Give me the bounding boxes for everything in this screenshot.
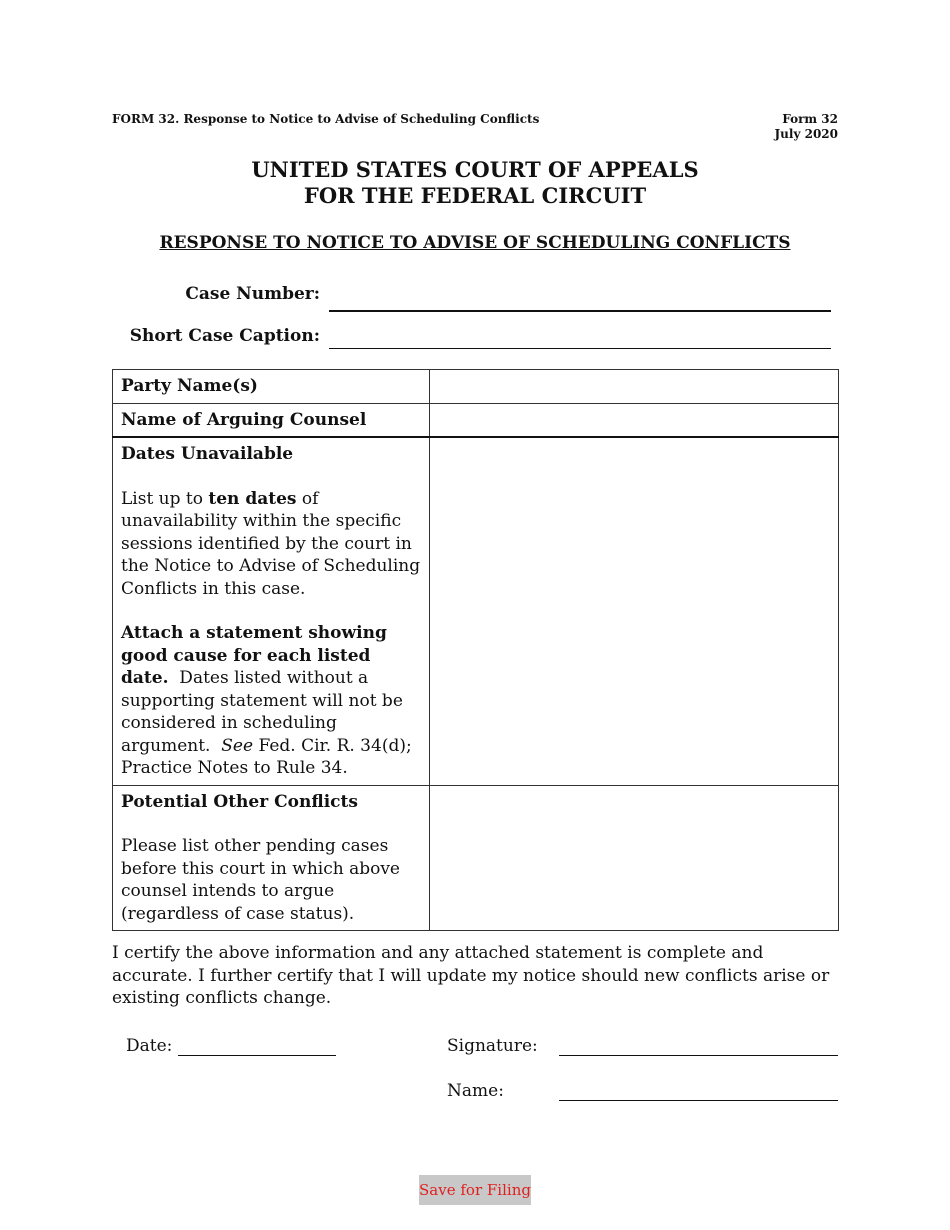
form-header-id	[774, 112, 838, 142]
see-signal: See	[221, 735, 254, 756]
form-title: RESPONSE TO NOTICE TO ADVISE OF SCHEDULING CONFLICTS	[159, 233, 791, 253]
instr-text: List up to	[121, 488, 209, 509]
party-names-label: Party Name(s)	[113, 370, 430, 404]
case-number-label: Case Number:	[185, 284, 320, 304]
other-conflicts-cell	[113, 785, 430, 931]
name-label: Name:	[447, 1081, 504, 1101]
dates-unavailable-cell	[113, 437, 430, 785]
other-conflicts-instructions: Please list other pending cases before this court in which above counsel intends to argue (regardless of case status).	[121, 836, 400, 924]
signature-field[interactable]	[559, 1036, 838, 1056]
dates-unavailable-field[interactable]	[430, 437, 839, 785]
court-name	[0, 157, 950, 209]
table-row-party-names	[113, 370, 839, 404]
form-date: July 2020	[774, 127, 838, 141]
good-cause-bold: Attach a statement showing good cause for each listed date.	[121, 623, 393, 688]
court-name-line1: UNITED STATES COURT OF APPEALS	[251, 157, 699, 182]
certification-statement: I certify the above information and any attached statement is complete and accurate. I further certify that I will update my notice should new conflicts arise or existing conflicts change.	[112, 943, 830, 1008]
other-conflicts-label: Potential Other Conflicts	[121, 791, 358, 812]
table-row-arguing-counsel	[113, 403, 839, 437]
party-names-field[interactable]	[430, 370, 839, 404]
short-case-caption-label: Short Case Caption:	[129, 326, 320, 346]
instr-bold: ten dates	[208, 488, 297, 509]
save-for-filing-button[interactable]: Save for Filing	[419, 1175, 531, 1205]
arguing-counsel-field[interactable]	[430, 403, 839, 437]
court-name-line2: FOR THE FEDERAL CIRCUIT	[303, 183, 647, 208]
date-label: Date:	[126, 1036, 173, 1056]
other-conflicts-field[interactable]	[430, 785, 839, 931]
good-cause-instructions	[121, 622, 421, 780]
name-field[interactable]	[559, 1081, 838, 1101]
form-header-title: FORM 32. Response to Notice to Advise of Scheduling Conflicts	[112, 112, 540, 126]
arguing-counsel-label: Name of Arguing Counsel	[113, 403, 430, 437]
conflicts-table	[112, 369, 839, 931]
dates-unavailable-instructions	[121, 488, 421, 601]
form-number: Form 32	[782, 112, 838, 126]
good-cause-text: Dates listed without a supporting statement will not be considered in scheduling argument.	[121, 668, 409, 756]
date-field[interactable]	[178, 1036, 336, 1056]
signature-label: Signature:	[447, 1036, 538, 1056]
table-row-other-conflicts	[113, 785, 839, 931]
dates-unavailable-label: Dates Unavailable	[121, 444, 294, 464]
table-row-dates-unavailable	[113, 437, 839, 785]
instr-text: of unavailability within the specific sessions identified by the court in the Notice to Advise of Scheduling Conflicts in this case.	[121, 488, 421, 599]
case-number-field[interactable]	[329, 290, 831, 312]
rule-citation: Fed. Cir. R. 34(d); Practice Notes to Rule 34.	[121, 735, 418, 778]
short-case-caption-field[interactable]	[329, 330, 831, 349]
